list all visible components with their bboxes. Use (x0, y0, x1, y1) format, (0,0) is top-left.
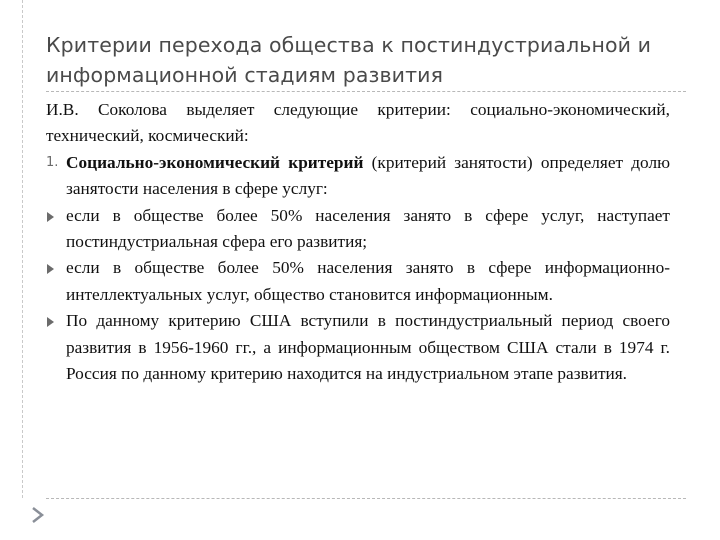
criterion-heading: Социально-экономический критерий (66, 152, 364, 172)
left-margin-line (22, 0, 23, 498)
bullet-text: если в обществе более 50% населения занято в сфере информационно-интеллектуальных услуг, общество становится информационным. (66, 258, 670, 304)
footer-divider (46, 498, 686, 499)
bullet-item (46, 308, 670, 387)
next-arrow-icon[interactable] (29, 506, 47, 524)
bullet-item (46, 203, 670, 256)
bullet-item (46, 255, 670, 308)
slide-title (46, 30, 686, 90)
criterion-text: (критерий занятости) определяет долю занятости населения в сфере услуг: (66, 152, 671, 199)
intro-paragraph: И.В. Соколова выделяет следующие критерии: социально-экономический, технический, космический: (46, 100, 670, 146)
title-divider (46, 91, 686, 92)
bullet-text: если в обществе более 50% населения занято в сфере услуг, наступает постиндустриальная сфера его развития; (66, 205, 670, 252)
triangle-bullet-icon (47, 317, 54, 327)
title-line-1: Критерии перехода общества к постиндустриальной и (46, 33, 652, 57)
triangle-bullet-icon (47, 212, 54, 222)
criterion-item (46, 150, 670, 203)
bullet-text: По данному критерию США вступили в постиндустриальный период своего развития в 1956-1960 гг., а информационным обществом США стали в 1974 г. Россия по данному критерию находится на индустриальном этапе развития. (66, 311, 670, 384)
list-number: 1. (46, 154, 59, 170)
title-line-2: информационной стадиям развития (46, 63, 444, 87)
triangle-bullet-icon (47, 264, 54, 274)
slide-body (46, 97, 670, 387)
